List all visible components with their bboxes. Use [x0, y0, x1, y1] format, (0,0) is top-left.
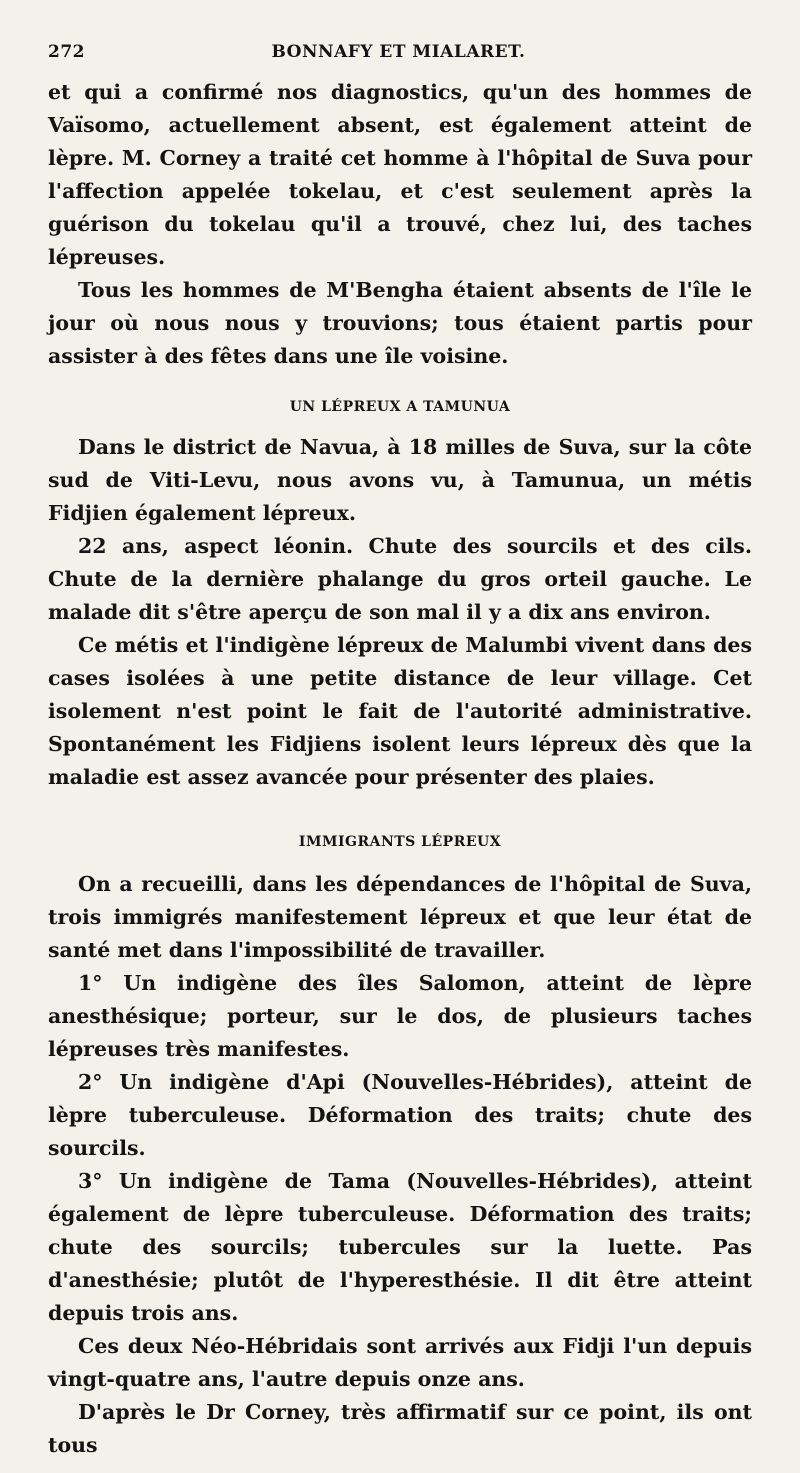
- running-title: BONNAFY ET MIALARET.: [271, 42, 526, 62]
- paragraph-mbengha: Tous les hommes de M'Bengha étaient absents de l'île le jour où nous nous y trouvions; tous étaient partis pour assister à des fêtes dans une île voisine.: [48, 278, 752, 368]
- running-head: [48, 42, 752, 62]
- paragraph-neo-hebridais: Ces deux Néo-Hébridais sont arrivés aux Fidji l'un depuis vingt-quatre ans, l'autre depuis onze ans.: [48, 1334, 752, 1391]
- continued-paragraph: et qui a confirmé nos diagnostics, qu'un des hommes de Vaïsomo, actuellement absent, est également atteint de lèpre. M. Corney a traité cet homme à l'hôpital de Suva pour l'affection appelée tokelau, et c'est seulement après la guérison du tokelau qu'il a trouvé, chez lui, des taches lépreuses.: [48, 80, 752, 269]
- list-item-tama: 3° Un indigène de Tama (Nouvelles-Hébrides), atteint également de lèpre tuberculeuse. Déformation des traits; chute des sourcils; tubercules sur la luette. Pas d'anesthésie; plutôt de l'hyperesthésie. Il dit être atteint depuis trois ans.: [48, 1169, 752, 1325]
- paragraph-isolation: Ce métis et l'indigène lépreux de Malumbi vivent dans des cases isolées à une petite distance de leur village. Cet isolement n'est point le fait de l'autorité administrative. Spontanément les Fidjiens isolent leurs lépreux dès que la maladie est assez avancée pour présenter des plaies.: [48, 633, 752, 789]
- list-item-salomon: 1° Un indigène des îles Salomon, atteint de lèpre anesthésique; porteur, sur le dos, de plusieurs taches lépreuses très manifestes.: [48, 971, 752, 1061]
- page-number: 272: [48, 42, 85, 62]
- paragraph-suva-hospital: On a recueilli, dans les dépendances de l'hôpital de Suva, trois immigrés manifestement lépreux et que leur état de santé met dans l'impossibilité de travailler.: [48, 872, 752, 962]
- paragraph-leonine: 22 ans, aspect léonin. Chute des sourcils et des cils. Chute de la dernière phalange du gros orteil gauche. Le malade dit s'être aperçu de son mal il y a dix ans environ.: [48, 534, 752, 624]
- running-head-spacer: [712, 42, 752, 62]
- section-heading-tamunua: UN LÉPREUX A TAMUNUA: [289, 399, 511, 415]
- list-item-api: 2° Un indigène d'Api (Nouvelles-Hébrides), atteint de lèpre tuberculeuse. Déformation des traits; chute des sourcils.: [48, 1070, 752, 1160]
- section-heading-immigrants: IMMIGRANTS LÉPREUX: [298, 834, 502, 850]
- paragraph-corney: D'après le Dr Corney, très affirmatif sur ce point, ils ont tous: [48, 1400, 752, 1457]
- paragraph-navua: Dans le district de Navua, à 18 milles de Suva, sur la côte sud de Viti-Levu, nous avons vu, à Tamunua, un métis Fidjien également lépreux.: [48, 435, 752, 525]
